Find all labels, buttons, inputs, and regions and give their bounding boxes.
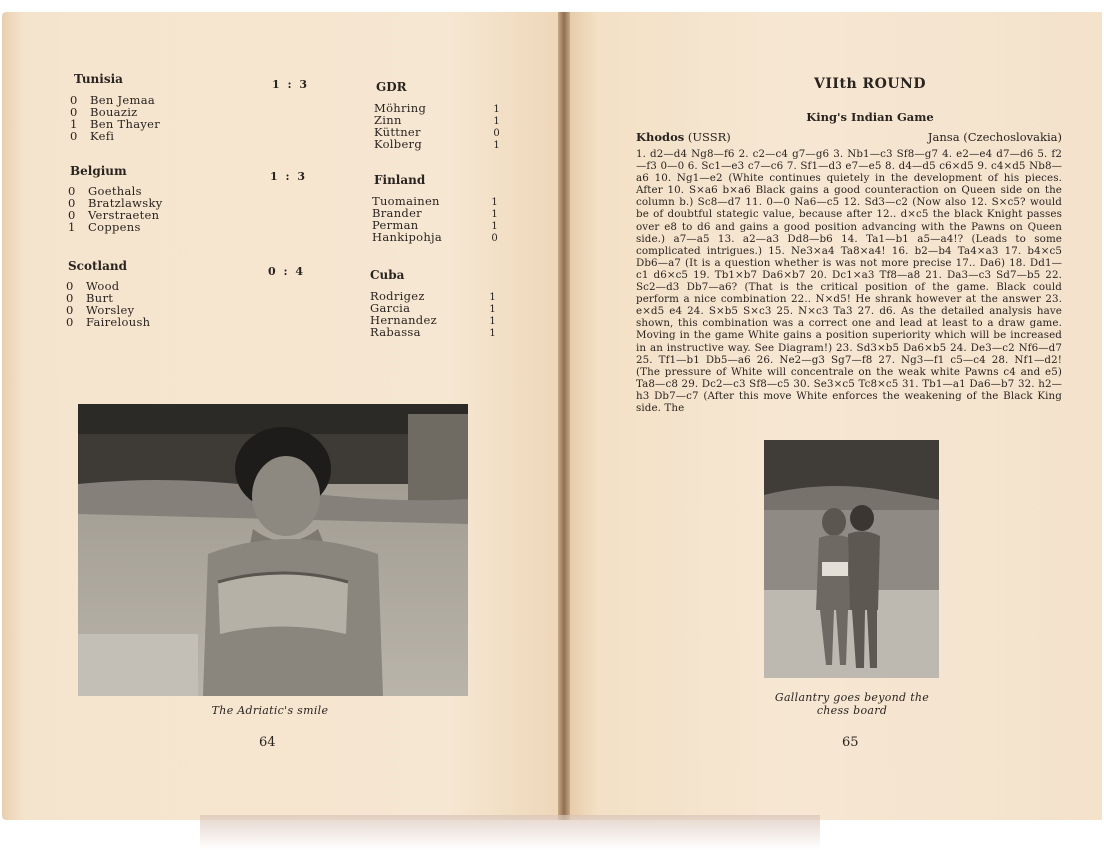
player-row: 1 Ben Thayer (70, 117, 161, 131)
opponent-list (370, 290, 496, 338)
opponent-list (372, 195, 498, 243)
white-player-country: (USSR) (687, 130, 731, 144)
beach-photo (78, 404, 468, 696)
opponent-row: Rodrigez 1 (370, 289, 496, 303)
beach-photo-image (78, 404, 468, 696)
opponent-team-name: Cuba (370, 268, 405, 282)
opening-name: King's Indian Game (806, 110, 934, 124)
white-player (636, 130, 731, 144)
round-title: VIIth ROUND (814, 76, 926, 92)
black-player-country: (Czechoslovakia) (963, 130, 1062, 144)
opponent-row: Brander 1 (372, 206, 498, 220)
player-row: 0 Ben Jemaa (70, 93, 156, 107)
opponent-row: Zinn 1 (374, 113, 500, 127)
opponent-list (374, 102, 500, 150)
player-row: 0 Verstraeten (68, 208, 160, 222)
page-number: 65 (842, 735, 859, 750)
team-name: Tunisia (74, 72, 123, 86)
player-list (68, 185, 163, 233)
opponent-row: Tuomainen 1 (372, 194, 498, 208)
player-row: 0 Burt (66, 291, 114, 305)
bottom-shadow (200, 815, 820, 850)
couple-photo-image (764, 440, 939, 678)
photo-caption: Gallantry goes beyond the chess board (774, 691, 930, 717)
player-row: 0 Wood (66, 279, 120, 293)
player-row: 0 Bouaziz (70, 105, 138, 119)
book-spine (558, 12, 570, 820)
opponent-row: Möhring 1 (374, 101, 500, 115)
match-score: 1 : 3 (272, 78, 310, 91)
match-score: 1 : 3 (270, 170, 308, 183)
opponent-row: Rabassa 1 (370, 325, 496, 339)
match-score: 0 : 4 (268, 265, 306, 278)
opponent-row: Hernandez 1 (370, 313, 496, 327)
player-list (66, 280, 150, 328)
player-list (70, 94, 160, 142)
player-row: 1 Coppens (68, 220, 141, 234)
opponent-row: Kolberg 1 (374, 137, 500, 151)
photo-caption: The Adriatic's smile (211, 704, 329, 717)
white-player-name: Khodos (636, 130, 685, 144)
team-name: Scotland (68, 259, 127, 273)
couple-photo (764, 440, 939, 678)
team-name: Belgium (70, 164, 127, 178)
player-row: 0 Kefi (70, 129, 115, 143)
opponent-row: Hankipohja 0 (372, 230, 498, 244)
page-number: 64 (259, 735, 276, 750)
player-row: 0 Goethals (68, 184, 142, 198)
game-notation: 1. d2—d4 Ng8—f6 2. c2—c4 g7—g6 3. Nb1—c3 Sf8—g7 4. e2—e4 d7—d6 5. f2—f3 0—0 6. Sc1—e3 c7—c6 7. Sf1—d3 e7—e5 8. d4—d5 c6×d5 9. c4×d5 Nb8—a6 10. Ng1—e2 (White continues quietely in the development of his pieces. After 10. S×a6 b×a6 Black gains a good counteraction on Queen side on the column b.) Sc8—d7 11. 0—0 Na6—c5 12. Sd3—c2 (Now also 12. S×c5? would be of doubtful stategic value, because after 12.. d×c5 the black Knight passes over e8 to d6 and gains a good position advancing with the Pawns on Queen side.) a7—a5 13. a2—a3 Dd8—b6 14. Ta1—b1 a5—a4!? (Leads to some complicated intrigues.) 15. Ne3×a4 Ta8×a4! 16. b2—b4 Ta4×a3 17. b4×c5 Db6—a7 (It is a question whether is was not more precise 17.. Da6) 18. Dd1—c1 d6×c5 19. Tb1×b7 Da6×b7 20. Dc1×a3 Tf8—a8 21. Da3—c3 Sd7—b5 22. Sc2—d3 Db7—a6? (That is the critical position of the game. Black could perform a nice combination 22.. N×d5! He shrank however at the answer 23. e×d5 e4 24. S×b5 S×c3 25. N×c3 Ta3 27. d6. As the detailed analysis have shown, this combination was a correct one and lead at least to a draw game. Moving in the game White gains a position superiority which will be increased in an instructive way. See Diagram!) 23. Sd3×b5 Da6×b5 24. De3—c2 Nf6—d7 25. Tf1—b1 Db5—a6 26. Ne2—g3 Sg7—f8 27. Ng3—f1 c5—c4 28. Nf1—d2! (The pressure of White will concentrale on the weak white Pawns c4 and e5) Ta8—c8 29. Dc2—c3 Sf8—c5 30. Se3×c5 Tc8×c5 31. Tb1—a1 Da6—b7 32. h2—h3 Db7—c7 (After this move White enforces the weakening of the Black King side. The (636, 148, 1062, 414)
opponent-row: Perman 1 (372, 218, 498, 232)
player-row: 0 Worsley (66, 303, 135, 317)
opponent-team-name: Finland (374, 173, 426, 187)
black-player (900, 130, 1062, 144)
opponent-team-name: GDR (376, 80, 407, 94)
player-row: 0 Faireloush (66, 315, 151, 329)
black-player-name: Jansa (927, 130, 960, 144)
opponent-row: Garcia 1 (370, 301, 496, 315)
opponent-row: Küttner 0 (374, 125, 500, 139)
player-row: 0 Bratzlawsky (68, 196, 163, 210)
